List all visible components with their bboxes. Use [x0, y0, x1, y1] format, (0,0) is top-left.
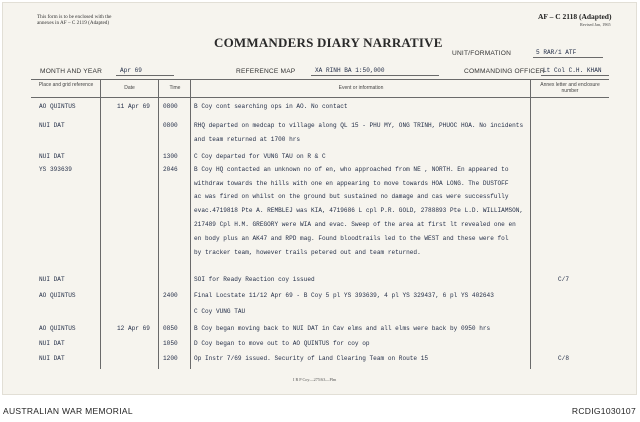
commanding-officer-label: COMMANDING OFFICER — [464, 68, 545, 75]
cell-time: 2400 — [163, 292, 178, 299]
cell-event: RHQ departed on medcap to village along QL 15 - PHU MY, ONG TRINH, PHUOC HOA. No incidents — [194, 122, 524, 129]
column-divider — [530, 79, 531, 369]
month-year-value: Apr 69 — [120, 67, 142, 74]
printer-note: I R P Coy—275/63—Plm — [293, 377, 337, 382]
cell-event: and team returned at 1700 hrs — [194, 136, 301, 143]
table-top-rule — [31, 79, 609, 80]
column-header-time: Time — [169, 85, 181, 91]
unit-label: UNIT/FORMATION — [452, 50, 512, 57]
cell-place: AO QUINTUS — [39, 292, 76, 299]
reference-map-value: XA RINH BA 1:50,000 — [315, 67, 385, 74]
cell-time: 1200 — [163, 355, 178, 362]
cell-event: B Coy HQ contacted an unknown no of en, who approached from NE , NORTH. En appeared to — [194, 166, 509, 173]
cell-annex: C/7 — [558, 276, 569, 283]
cell-place: YS 393639 — [39, 166, 72, 173]
cell-place: AO QUINTUS — [39, 325, 76, 332]
reference-map-label: REFERENCE MAP — [236, 68, 296, 75]
cell-time: 1300 — [163, 153, 178, 160]
cell-place: NUI DAT — [39, 153, 65, 160]
cell-time: 1050 — [163, 340, 178, 347]
commanding-officer-value: Lt Col C.H. KHAN — [543, 67, 602, 74]
cell-annex: C/8 — [558, 355, 569, 362]
page-title: COMMANDERS DIARY NARRATIVE — [214, 35, 443, 50]
cell-place: AO QUINTUS — [39, 103, 76, 110]
cell-event: SOI for Ready Reaction coy issued — [194, 276, 315, 283]
table-header-rule — [31, 97, 609, 98]
cell-event: Final Locstate 11/12 Apr 69 - B Coy 5 pl YS 393639, 4 pl YS 329437, 6 pl YS 402643 — [194, 292, 494, 299]
cell-event: C Coy departed for VUNG TAU on R & C — [194, 153, 326, 160]
diary-page — [3, 3, 636, 394]
cell-event: evac.4719818 Pte A. REMBLEJ was KIA, 4719686 L cpl P.R. GOLD, 2788893 Pte L.D. WILLIAMSON, — [194, 207, 524, 214]
cell-event: D Coy began to move out to AO QUINTUS for coy op — [194, 340, 370, 347]
cell-place: NUI DAT — [39, 276, 65, 283]
column-divider — [190, 79, 191, 369]
column-divider — [100, 79, 101, 369]
cell-place: NUI DAT — [39, 122, 65, 129]
column-header-date: Date — [124, 85, 135, 91]
cell-place: NUI DAT — [39, 355, 65, 362]
enclosure-note-line2: annexes in AF – C 2119 (Adapted) — [37, 20, 110, 26]
cell-time: 0800 — [163, 122, 178, 129]
cell-event: C Coy VUNG TAU — [194, 308, 246, 315]
cell-event: by tracker team, however trails petered out and team returned. — [194, 249, 421, 256]
column-header-event: Event or information — [338, 85, 384, 91]
cell-event: B Coy cont searching ops in AO. No contact — [194, 103, 348, 110]
cell-event: withdraw towards the hills with one en appearing to move towards HOA LONG. The DUSTOFF — [194, 180, 509, 187]
cell-time: 2046 — [163, 166, 178, 173]
cell-event: ac was fired on whilst on the ground but sustained no damage and cas were successfully — [194, 193, 509, 200]
cell-date: 12 Apr 69 — [117, 325, 150, 332]
enclosure-note-line1: This form is to be enclosed with the — [37, 14, 112, 20]
cell-time: 0800 — [163, 103, 178, 110]
unit-value: 5 RAR/1 ATF — [536, 49, 577, 56]
column-divider — [158, 79, 159, 369]
column-header-place: Place and grid reference — [38, 82, 94, 88]
cell-place: NUI DAT — [39, 340, 65, 347]
month-year-label: MONTH AND YEAR — [40, 68, 103, 75]
cell-event: en body plus an AK47 and RPD mag. Found bloodtrails led to the WEST and these were fol — [194, 235, 509, 242]
cell-date: 11 Apr 69 — [117, 103, 150, 110]
footer-archive-name: AUSTRALIAN WAR MEMORIAL — [3, 406, 133, 416]
revised-date: Revised Jan, 1965 — [580, 22, 611, 27]
cell-event: 217489 Cpl H.M. GREGORY were WIA and evac. Sweep of the area at first lt revealed one en — [194, 221, 516, 228]
column-header-annex: Annex letter and enclosure number — [540, 82, 600, 94]
cell-event: B Coy began moving back to NUI DAT in Cav elms and all elms were back by 0950 hrs — [194, 325, 491, 332]
cell-event: Op Instr 7/69 issued. Security of Land Clearing Team on Route 15 — [194, 355, 429, 362]
footer-record-id: RCDIG1030107 — [571, 406, 636, 416]
cell-time: 0850 — [163, 325, 178, 332]
form-number: AF – C 2118 (Adapted) — [538, 12, 612, 21]
